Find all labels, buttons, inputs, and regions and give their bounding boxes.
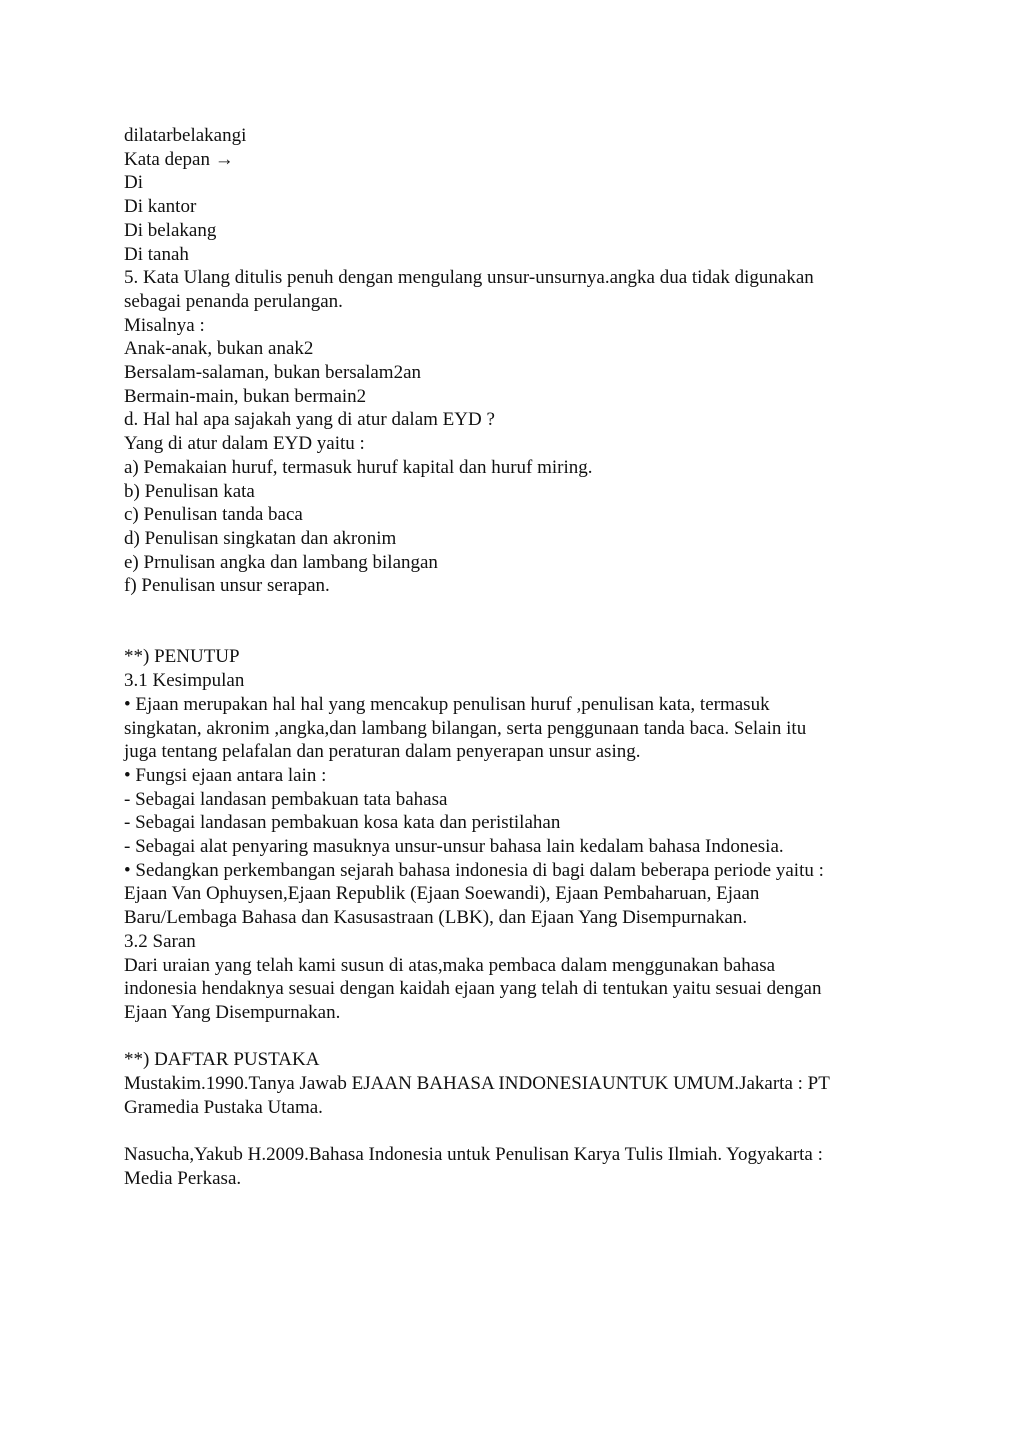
text-line: • Fungsi ejaan antara lain : (124, 764, 327, 786)
text-line: indonesia hendaknya sesuai dengan kaidah ejaan yang telah di tentukan yaitu sesuai dengan (124, 978, 822, 1000)
text-line: Di (124, 172, 143, 194)
blank-line (124, 1025, 914, 1049)
text-line: Anak-anak, bukan anak2 (124, 338, 314, 360)
text-line: sebagai penanda perulangan. (124, 290, 343, 312)
text-line: 5. Kata Ulang ditulis penuh dengan mengulang unsur-unsurnya.angka dua tidak digunakan (124, 267, 814, 289)
text-line: Di kantor (124, 196, 197, 218)
text-line: **) PENUTUP (124, 646, 240, 668)
text-line: Bermain-main, bukan bermain2 (124, 385, 367, 407)
text-line: f) Penulisan unsur serapan. (124, 575, 330, 597)
text-line: dilatarbelakangi (124, 125, 247, 146)
text-line: singkatan, akronim ,angka,dan lambang bilangan, serta penggunaan tanda baca. Selain itu (124, 717, 807, 739)
text-line: - Sebagai landasan pembakuan tata bahasa (124, 788, 448, 810)
text-line: **) DAFTAR PUSTAKA (124, 1049, 320, 1071)
text-line: • Sedangkan perkembangan sejarah bahasa indonesia di bagi dalam beberapa periode yaitu : (124, 859, 824, 881)
text-line: - Sebagai landasan pembakuan kosa kata dan peristilahan (124, 812, 561, 834)
text-line: Di belakang (124, 219, 217, 241)
text-line: Gramedia Pustaka Utama. (124, 1096, 323, 1118)
text-line: Media Perkasa. (124, 1167, 242, 1189)
text-line: b) Penulisan kata (124, 480, 255, 502)
text-line: Nasucha,Yakub H.2009.Bahasa Indonesia untuk Penulisan Karya Tulis Ilmiah. Yogyakarta : (124, 1144, 823, 1166)
text-line: d) Penulisan singkatan dan akronim (124, 527, 397, 549)
text-line: Ejaan Van Ophuysen,Ejaan Republik (Ejaan Soewandi), Ejaan Pembaharuan, Ejaan (124, 883, 760, 905)
text-line: Yang di atur dalam EYD yaitu : (124, 433, 365, 455)
text-line: Di tanah (124, 243, 189, 265)
text-line: Baru/Lembaga Bahasa dan Kasusastraan (LBK), dan Ejaan Yang Disempurnakan. (124, 907, 748, 929)
blank-line (124, 1119, 914, 1143)
text-line: Ejaan Yang Disempurnakan. (124, 1001, 341, 1023)
blank-line (124, 598, 914, 622)
text-line: a) Pemakaian huruf, termasuk huruf kapital dan huruf miring. (124, 456, 593, 478)
text-line: - Sebagai alat penyaring masuknya unsur-unsur bahasa lain kedalam bahasa Indonesia. (124, 836, 784, 858)
text-line: juga tentang pelafalan dan peraturan dalam penyerapan unsur asing. (124, 741, 641, 763)
text-line: 3.2 Saran (124, 930, 196, 952)
document-body (124, 124, 914, 1191)
text-line: Kata depan → (124, 148, 234, 170)
text-line: Bersalam-salaman, bukan bersalam2an (124, 362, 422, 384)
blank-line (124, 622, 914, 646)
text-line: e) Prnulisan angka dan lambang bilangan (124, 551, 438, 573)
text-line: Misalnya : (124, 314, 205, 336)
text-line: d. Hal hal apa sajakah yang di atur dalam EYD ? (124, 409, 495, 431)
text-line: Mustakim.1990.Tanya Jawab EJAAN BAHASA INDONESIAUNTUK UMUM.Jakarta : PT (124, 1073, 830, 1095)
text-line: 3.1 Kesimpulan (124, 670, 245, 692)
text-line: c) Penulisan tanda baca (124, 504, 303, 526)
text-line: Dari uraian yang telah kami susun di atas,maka pembaca dalam menggunakan bahasa (124, 954, 776, 976)
text-line: • Ejaan merupakan hal hal yang mencakup penulisan huruf ,penulisan kata, termasuk (124, 693, 770, 715)
